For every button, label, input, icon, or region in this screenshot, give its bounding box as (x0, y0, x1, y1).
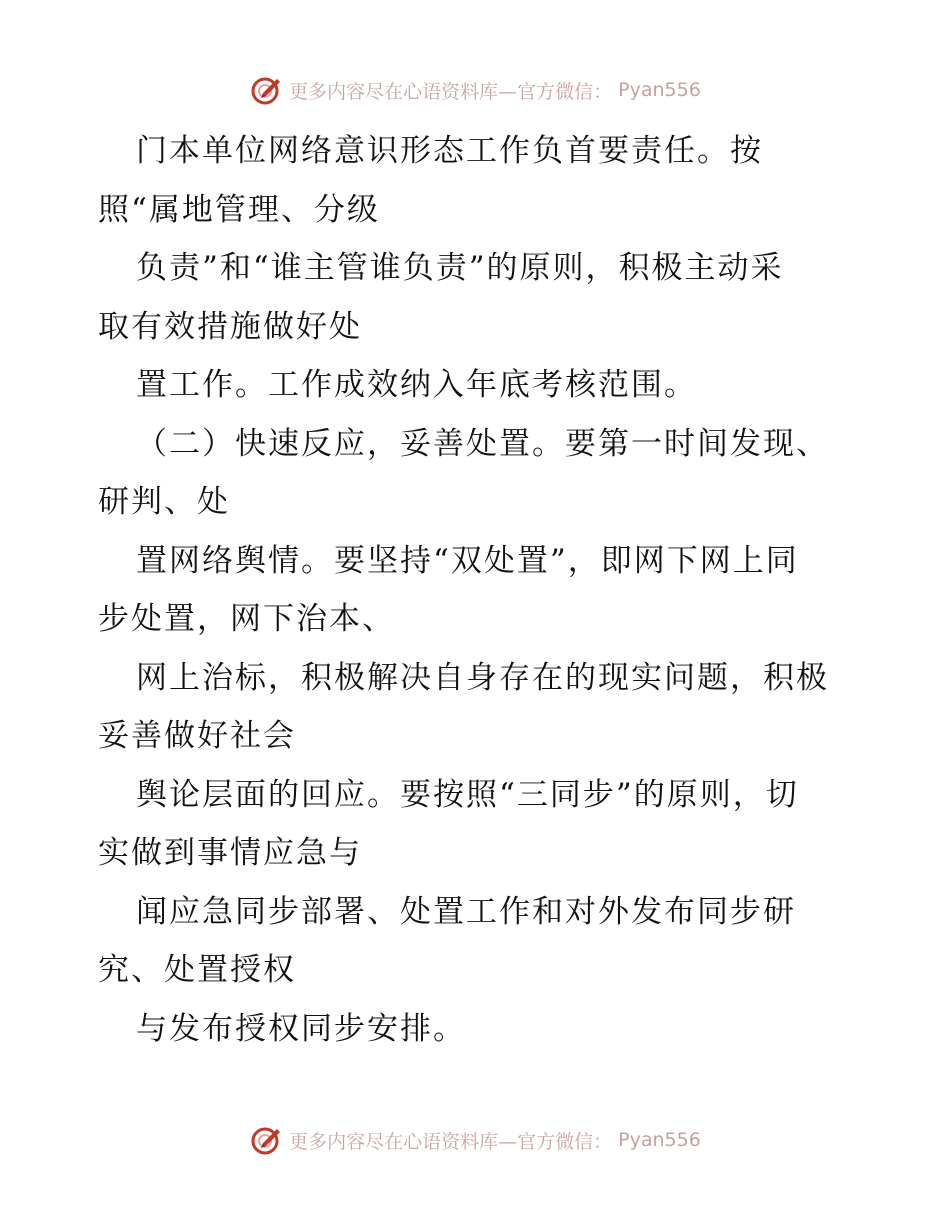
text-line: 舆论层面的回应。要按照“三同步”的原则，切 (136, 776, 799, 813)
watermark-text: 更多内容尽在心语资料库—官方微信： (289, 1130, 613, 1153)
text-line: 网上治标，积极解决自身存在的现实问题，积极 (136, 659, 829, 696)
watermark-wechat-id: Pyan556 (618, 79, 701, 101)
text-line: （二）快速反应，妥善处置。要第一时间发现、 (136, 425, 829, 462)
text-line: 闻应急同步部署、处置工作和对外发布同步研 (136, 893, 796, 930)
text-line: 门本单位网络意识形态工作负首要责任。按 (136, 133, 763, 169)
logo-icon (249, 73, 283, 107)
text-line: 妥善做好社会 (98, 718, 296, 754)
text-line: 步处置，网下治本、 (98, 601, 395, 637)
watermark-wechat-id: Pyan556 (618, 1129, 701, 1151)
text-line: 究、处置授权 (98, 952, 296, 988)
text-line: 与发布授权同步安排。 (136, 1010, 466, 1047)
text-line: 照“属地管理、分级 (98, 191, 380, 228)
logo-icon (249, 1123, 283, 1157)
text-line: 实做到事情应急与 (98, 835, 362, 871)
footer-watermark (0, 1120, 950, 1160)
document-body (98, 122, 858, 1058)
header-watermark (0, 70, 950, 110)
text-line: 研判、处 (98, 484, 230, 520)
watermark-text: 更多内容尽在心语资料库—官方微信： (289, 80, 613, 103)
text-line: 取有效措施做好处 (98, 308, 362, 345)
text-line: 负责”和“谁主管谁负责”的原则，积极主动采 (136, 250, 784, 286)
text-line: 置网络舆情。要坚持“双处置”，即网下网上同 (136, 542, 799, 579)
text-line: 置工作。工作成效纳入年底考核范围。 (136, 367, 697, 403)
